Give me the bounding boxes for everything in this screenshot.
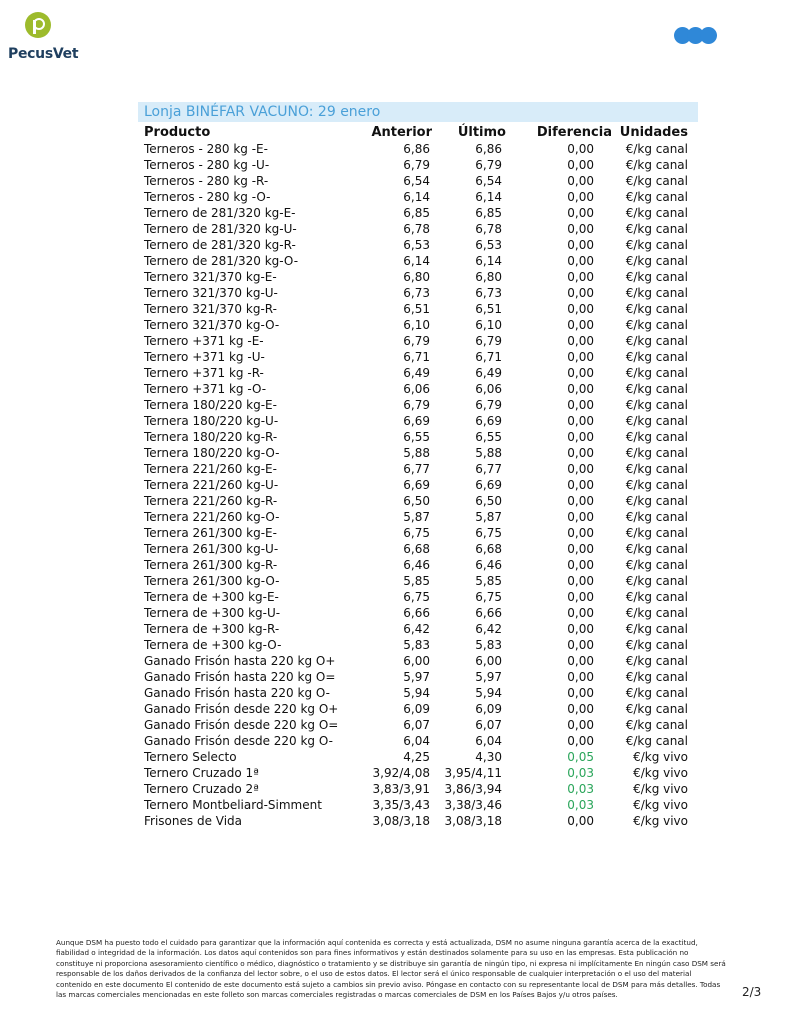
cell-ultimo: 6,09 <box>475 702 502 716</box>
brand-name: PecusVet <box>8 46 79 62</box>
cell-producto: Ternera 261/300 kg-R- <box>144 558 278 572</box>
table-row <box>140 157 700 173</box>
cell-diferencia: 0,00 <box>567 814 594 828</box>
cell-producto: Ternero Selecto <box>144 750 237 764</box>
cell-unidades: €/kg canal <box>625 622 688 636</box>
cell-anterior: 6,75 <box>403 590 430 604</box>
cell-unidades: €/kg canal <box>625 222 688 236</box>
cell-ultimo: 6,80 <box>475 270 502 284</box>
cell-diferencia: 0,00 <box>567 638 594 652</box>
cell-diferencia: 0,00 <box>567 414 594 428</box>
cell-anterior: 5,94 <box>403 686 430 700</box>
cell-producto: Frisones de Vida <box>144 814 243 828</box>
cell-unidades: €/kg vivo <box>633 750 688 764</box>
cell-ultimo: 5,83 <box>475 638 502 652</box>
cell-producto: Ternera 261/300 kg-O- <box>144 574 280 588</box>
cell-unidades: €/kg vivo <box>633 782 688 796</box>
cell-ultimo: 6,68 <box>475 542 502 556</box>
table-row <box>140 669 700 685</box>
cell-producto: Ternero de 281/320 kg-U- <box>144 222 297 236</box>
table-row <box>140 685 700 701</box>
cell-producto: Ternero de 281/320 kg-E- <box>144 206 296 220</box>
cell-anterior: 6,51 <box>403 302 430 316</box>
header-anterior: Anterior <box>371 124 432 140</box>
cell-anterior: 6,86 <box>403 142 430 156</box>
cell-diferencia: 0,00 <box>567 302 594 316</box>
cell-unidades: €/kg canal <box>625 142 688 156</box>
cell-unidades: €/kg canal <box>625 254 688 268</box>
cell-producto: Ternero 321/370 kg-R- <box>144 302 277 316</box>
cell-anterior: 6,07 <box>403 718 430 732</box>
cell-diferencia: 0,00 <box>567 462 594 476</box>
cell-ultimo: 6,69 <box>475 414 502 428</box>
cell-producto: Terneros - 280 kg -U- <box>144 158 270 172</box>
cell-diferencia: 0,00 <box>567 350 594 364</box>
cell-anterior: 5,83 <box>403 638 430 652</box>
cell-unidades: €/kg canal <box>625 590 688 604</box>
cell-unidades: €/kg canal <box>625 558 688 572</box>
table-row <box>140 333 700 349</box>
table-row <box>140 621 700 637</box>
cell-producto: Ganado Frisón hasta 220 kg O- <box>144 686 330 700</box>
cell-unidades: €/kg canal <box>625 606 688 620</box>
table-row <box>140 573 700 589</box>
dot-icon <box>700 27 717 44</box>
cell-ultimo: 6,50 <box>475 494 502 508</box>
cell-ultimo: 6,86 <box>475 142 502 156</box>
cell-producto: Ternero de 281/320 kg-O- <box>144 254 299 268</box>
cell-anterior: 6,46 <box>403 558 430 572</box>
cell-ultimo: 6,78 <box>475 222 502 236</box>
cell-producto: Ternero 321/370 kg-E- <box>144 270 277 284</box>
cell-diferencia: 0,03 <box>567 798 594 812</box>
cell-ultimo: 6,66 <box>475 606 502 620</box>
table-row <box>140 813 700 829</box>
cell-ultimo: 6,71 <box>475 350 502 364</box>
table-row <box>140 557 700 573</box>
cell-unidades: €/kg canal <box>625 302 688 316</box>
cell-unidades: €/kg canal <box>625 414 688 428</box>
header-unidades: Unidades <box>619 124 688 140</box>
cell-diferencia: 0,03 <box>567 766 594 780</box>
cell-producto: Ternero +371 kg -O- <box>144 382 267 396</box>
cell-producto: Ternera 261/300 kg-U- <box>144 542 279 556</box>
cell-producto: Terneros - 280 kg -R- <box>144 174 269 188</box>
cell-producto: Ternera 180/220 kg-U- <box>144 414 279 428</box>
cell-unidades: €/kg vivo <box>633 798 688 812</box>
cell-producto: Ternera 221/260 kg-E- <box>144 462 277 476</box>
cell-diferencia: 0,05 <box>567 750 594 764</box>
cell-unidades: €/kg canal <box>625 398 688 412</box>
cell-anterior: 6,14 <box>403 190 430 204</box>
cell-producto: Ternera de +300 kg-R- <box>144 622 280 636</box>
table-row <box>140 285 700 301</box>
table-row <box>140 173 700 189</box>
cell-diferencia: 0,00 <box>567 622 594 636</box>
cell-anterior: 6,71 <box>403 350 430 364</box>
cell-anterior: 6,73 <box>403 286 430 300</box>
table-row <box>140 637 700 653</box>
cell-ultimo: 6,04 <box>475 734 502 748</box>
cell-diferencia: 0,00 <box>567 574 594 588</box>
cell-anterior: 6,77 <box>403 462 430 476</box>
cell-unidades: €/kg canal <box>625 446 688 460</box>
cell-producto: Ternero 321/370 kg-U- <box>144 286 278 300</box>
cell-ultimo: 6,53 <box>475 238 502 252</box>
cell-unidades: €/kg canal <box>625 190 688 204</box>
table-row <box>140 509 700 525</box>
cell-ultimo: 6,75 <box>475 590 502 604</box>
cell-ultimo: 6,85 <box>475 206 502 220</box>
table-row <box>140 493 700 509</box>
cell-unidades: €/kg canal <box>625 334 688 348</box>
cell-producto: Ternera de +300 kg-U- <box>144 606 281 620</box>
cell-diferencia: 0,00 <box>567 270 594 284</box>
cell-anterior: 6,04 <box>403 734 430 748</box>
cell-ultimo: 6,69 <box>475 478 502 492</box>
cell-producto: Ternero +371 kg -E- <box>144 334 264 348</box>
cell-diferencia: 0,00 <box>567 654 594 668</box>
cell-unidades: €/kg canal <box>625 382 688 396</box>
cell-diferencia: 0,00 <box>567 542 594 556</box>
cell-unidades: €/kg canal <box>625 286 688 300</box>
cell-anterior: 6,78 <box>403 222 430 236</box>
cell-producto: Ternera de +300 kg-O- <box>144 638 282 652</box>
table-body <box>140 141 700 829</box>
cell-producto: Ternera 180/220 kg-O- <box>144 446 280 460</box>
cell-diferencia: 0,00 <box>567 446 594 460</box>
header-producto: Producto <box>144 124 211 140</box>
table-row <box>140 477 700 493</box>
table-row <box>140 525 700 541</box>
cell-ultimo: 6,00 <box>475 654 502 668</box>
cell-unidades: €/kg canal <box>625 510 688 524</box>
cell-ultimo: 6,79 <box>475 398 502 412</box>
cell-diferencia: 0,00 <box>567 590 594 604</box>
cell-unidades: €/kg canal <box>625 734 688 748</box>
price-table <box>140 123 700 829</box>
cell-diferencia: 0,00 <box>567 190 594 204</box>
table-row <box>140 301 700 317</box>
cell-producto: Ternero 321/370 kg-O- <box>144 318 280 332</box>
cell-ultimo: 6,54 <box>475 174 502 188</box>
cell-anterior: 6,00 <box>403 654 430 668</box>
cell-ultimo: 6,14 <box>475 190 502 204</box>
cell-anterior: 3,35/3,43 <box>372 798 430 812</box>
cell-anterior: 6,75 <box>403 526 430 540</box>
cell-anterior: 6,69 <box>403 478 430 492</box>
cell-producto: Ternera de +300 kg-E- <box>144 590 279 604</box>
page-number: 2/3 <box>742 985 762 999</box>
cell-producto: Ganado Frisón desde 220 kg O= <box>144 718 339 732</box>
cell-anterior: 6,79 <box>403 158 430 172</box>
table-row <box>140 797 700 813</box>
cell-anterior: 6,06 <box>403 382 430 396</box>
cell-anterior: 6,69 <box>403 414 430 428</box>
cell-ultimo: 3,86/3,94 <box>444 782 502 796</box>
header-diferencia: Diferencia <box>536 124 612 140</box>
cell-ultimo: 6,46 <box>475 558 502 572</box>
cell-anterior: 6,55 <box>403 430 430 444</box>
cell-anterior: 5,97 <box>403 670 430 684</box>
cell-anterior: 6,54 <box>403 174 430 188</box>
cell-diferencia: 0,00 <box>567 430 594 444</box>
cell-ultimo: 4,30 <box>475 750 502 764</box>
cell-anterior: 4,25 <box>403 750 430 764</box>
table-row <box>140 381 700 397</box>
table-row <box>140 237 700 253</box>
cell-ultimo: 6,14 <box>475 254 502 268</box>
cell-ultimo: 6,73 <box>475 286 502 300</box>
cell-unidades: €/kg canal <box>625 206 688 220</box>
cell-unidades: €/kg canal <box>625 174 688 188</box>
cell-producto: Ganado Frisón hasta 220 kg O= <box>144 670 336 684</box>
cell-diferencia: 0,00 <box>567 286 594 300</box>
table-row <box>140 461 700 477</box>
cell-anterior: 6,79 <box>403 334 430 348</box>
cell-diferencia: 0,00 <box>567 318 594 332</box>
cell-unidades: €/kg canal <box>625 686 688 700</box>
cell-producto: Ternero Cruzado 1ª <box>144 766 259 780</box>
cell-anterior: 6,14 <box>403 254 430 268</box>
cell-unidades: €/kg canal <box>625 158 688 172</box>
cell-anterior: 6,85 <box>403 206 430 220</box>
cell-ultimo: 6,07 <box>475 718 502 732</box>
cell-ultimo: 6,79 <box>475 334 502 348</box>
cell-ultimo: 3,95/4,11 <box>444 766 502 780</box>
cell-unidades: €/kg canal <box>625 702 688 716</box>
cell-unidades: €/kg canal <box>625 462 688 476</box>
cell-producto: Terneros - 280 kg -E- <box>144 142 268 156</box>
table-row <box>140 445 700 461</box>
cell-unidades: €/kg canal <box>625 478 688 492</box>
cell-anterior: 5,88 <box>403 446 430 460</box>
cell-unidades: €/kg canal <box>625 526 688 540</box>
table-row <box>140 365 700 381</box>
cell-unidades: €/kg canal <box>625 654 688 668</box>
cell-diferencia: 0,00 <box>567 494 594 508</box>
dsm-dots-logo <box>674 27 720 45</box>
cell-producto: Ternera 221/260 kg-O- <box>144 510 280 524</box>
table-row <box>140 221 700 237</box>
cell-ultimo: 5,94 <box>475 686 502 700</box>
cell-ultimo: 6,75 <box>475 526 502 540</box>
cell-producto: Ternera 221/260 kg-U- <box>144 478 279 492</box>
cell-unidades: €/kg vivo <box>633 814 688 828</box>
cell-diferencia: 0,00 <box>567 478 594 492</box>
table-row <box>140 717 700 733</box>
cell-unidades: €/kg canal <box>625 350 688 364</box>
cell-unidades: €/kg vivo <box>633 766 688 780</box>
cell-producto: Ternero Cruzado 2ª <box>144 782 259 796</box>
cell-diferencia: 0,00 <box>567 334 594 348</box>
cell-ultimo: 6,77 <box>475 462 502 476</box>
pecusvet-logo <box>8 12 78 62</box>
cell-producto: Ternera 180/220 kg-E- <box>144 398 277 412</box>
cell-diferencia: 0,00 <box>567 734 594 748</box>
cell-anterior: 6,79 <box>403 398 430 412</box>
cell-ultimo: 5,88 <box>475 446 502 460</box>
cell-producto: Ternero +371 kg -U- <box>144 350 265 364</box>
cell-unidades: €/kg canal <box>625 318 688 332</box>
cell-ultimo: 3,38/3,46 <box>444 798 502 812</box>
cell-diferencia: 0,00 <box>567 606 594 620</box>
cell-diferencia: 0,00 <box>567 254 594 268</box>
table-row <box>140 701 700 717</box>
cell-unidades: €/kg canal <box>625 574 688 588</box>
cell-ultimo: 6,55 <box>475 430 502 444</box>
cell-unidades: €/kg canal <box>625 718 688 732</box>
table-row <box>140 269 700 285</box>
cell-diferencia: 0,00 <box>567 718 594 732</box>
table-row <box>140 205 700 221</box>
table-row <box>140 589 700 605</box>
table-row <box>140 429 700 445</box>
cell-diferencia: 0,00 <box>567 206 594 220</box>
cell-anterior: 5,87 <box>403 510 430 524</box>
cell-producto: Ternero +371 kg -R- <box>144 366 264 380</box>
cell-producto: Ganado Frisón desde 220 kg O- <box>144 734 333 748</box>
table-row <box>140 733 700 749</box>
cell-anterior: 6,49 <box>403 366 430 380</box>
cell-anterior: 6,53 <box>403 238 430 252</box>
cell-diferencia: 0,00 <box>567 366 594 380</box>
cell-diferencia: 0,00 <box>567 142 594 156</box>
cell-diferencia: 0,00 <box>567 238 594 252</box>
cell-diferencia: 0,00 <box>567 158 594 172</box>
cell-unidades: €/kg canal <box>625 638 688 652</box>
cell-anterior: 6,80 <box>403 270 430 284</box>
cell-unidades: €/kg canal <box>625 670 688 684</box>
cell-diferencia: 0,00 <box>567 702 594 716</box>
cell-ultimo: 6,49 <box>475 366 502 380</box>
cell-unidades: €/kg canal <box>625 238 688 252</box>
cell-anterior: 6,68 <box>403 542 430 556</box>
cell-anterior: 3,08/3,18 <box>372 814 430 828</box>
table-row <box>140 397 700 413</box>
cell-ultimo: 6,06 <box>475 382 502 396</box>
cell-anterior: 6,09 <box>403 702 430 716</box>
cell-producto: Ternera 261/300 kg-E- <box>144 526 277 540</box>
cell-anterior: 6,50 <box>403 494 430 508</box>
cell-diferencia: 0,00 <box>567 222 594 236</box>
cell-ultimo: 6,42 <box>475 622 502 636</box>
table-row <box>140 317 700 333</box>
cell-unidades: €/kg canal <box>625 430 688 444</box>
cell-ultimo: 5,97 <box>475 670 502 684</box>
table-row <box>140 781 700 797</box>
table-row <box>140 141 700 157</box>
cell-ultimo: 6,51 <box>475 302 502 316</box>
cell-producto: Terneros - 280 kg -O- <box>144 190 271 204</box>
table-row <box>140 253 700 269</box>
page-title: Lonja BINÉFAR VACUNO: 29 enero <box>144 104 381 120</box>
table-row <box>140 189 700 205</box>
cell-diferencia: 0,03 <box>567 782 594 796</box>
cell-diferencia: 0,00 <box>567 174 594 188</box>
pecusvet-logo-mark <box>25 12 51 38</box>
cell-diferencia: 0,00 <box>567 670 594 684</box>
cell-anterior: 3,92/4,08 <box>372 766 430 780</box>
cell-anterior: 5,85 <box>403 574 430 588</box>
table-row <box>140 605 700 621</box>
cell-diferencia: 0,00 <box>567 526 594 540</box>
header-ultimo: Último <box>457 124 506 140</box>
cell-ultimo: 5,85 <box>475 574 502 588</box>
cell-producto: Ternero de 281/320 kg-R- <box>144 238 296 252</box>
table-row <box>140 349 700 365</box>
cell-producto: Ganado Frisón hasta 220 kg O+ <box>144 654 336 668</box>
cell-unidades: €/kg canal <box>625 494 688 508</box>
cell-anterior: 3,83/3,91 <box>372 782 430 796</box>
table-row <box>140 541 700 557</box>
table-header-row <box>140 123 700 141</box>
table-row <box>140 765 700 781</box>
cell-producto: Ternera 221/260 kg-R- <box>144 494 278 508</box>
cell-diferencia: 0,00 <box>567 382 594 396</box>
cell-producto: Ganado Frisón desde 220 kg O+ <box>144 702 339 716</box>
disclaimer-text: Aunque DSM ha puesto todo el cuidado para garantizar que la información aquí contenida es correcta y está actualizada, DSM no asume ninguna garantía acerca de la exactitud, fiabilidad o integridad de la información. Los datos aquí contenidos son para fines informativos y están destinados solamente para su uso en las empresas. Esta publicación no constituye ni proporciona asesoramiento científico o médico, diagnóstico o tratamiento y se distribuye sin garantía de ningún tipo, ni expresa ni implícitamente En ningún caso DSM será responsable de los daños derivados de la confianza del lector sobre, o el uso de estos datos. El lector será el único responsable de cualquier interpretación o el uso del material contenido en este documento El contenido de este documento está sujeto a cambios sin previo aviso. Póngase en contacto con su representante local de DSM para más detalles. Todas las marcas comerciales mencionadas en este folleto son marcas comerciales registradas o marcas comerciales de DSM en los Países Bajos y/u otros países. <box>56 938 726 1000</box>
cell-anterior: 6,66 <box>403 606 430 620</box>
cell-unidades: €/kg canal <box>625 366 688 380</box>
cell-ultimo: 6,79 <box>475 158 502 172</box>
cell-anterior: 6,10 <box>403 318 430 332</box>
cell-anterior: 6,42 <box>403 622 430 636</box>
cell-unidades: €/kg canal <box>625 542 688 556</box>
cell-ultimo: 6,10 <box>475 318 502 332</box>
cell-ultimo: 3,08/3,18 <box>444 814 502 828</box>
table-row <box>140 749 700 765</box>
cell-diferencia: 0,00 <box>567 398 594 412</box>
table-row <box>140 413 700 429</box>
cell-producto: Ternero Montbeliard-Simment <box>144 798 322 812</box>
cell-diferencia: 0,00 <box>567 510 594 524</box>
cell-ultimo: 5,87 <box>475 510 502 524</box>
cell-producto: Ternera 180/220 kg-R- <box>144 430 278 444</box>
cell-diferencia: 0,00 <box>567 686 594 700</box>
cell-diferencia: 0,00 <box>567 558 594 572</box>
table-row <box>140 653 700 669</box>
cell-unidades: €/kg canal <box>625 270 688 284</box>
